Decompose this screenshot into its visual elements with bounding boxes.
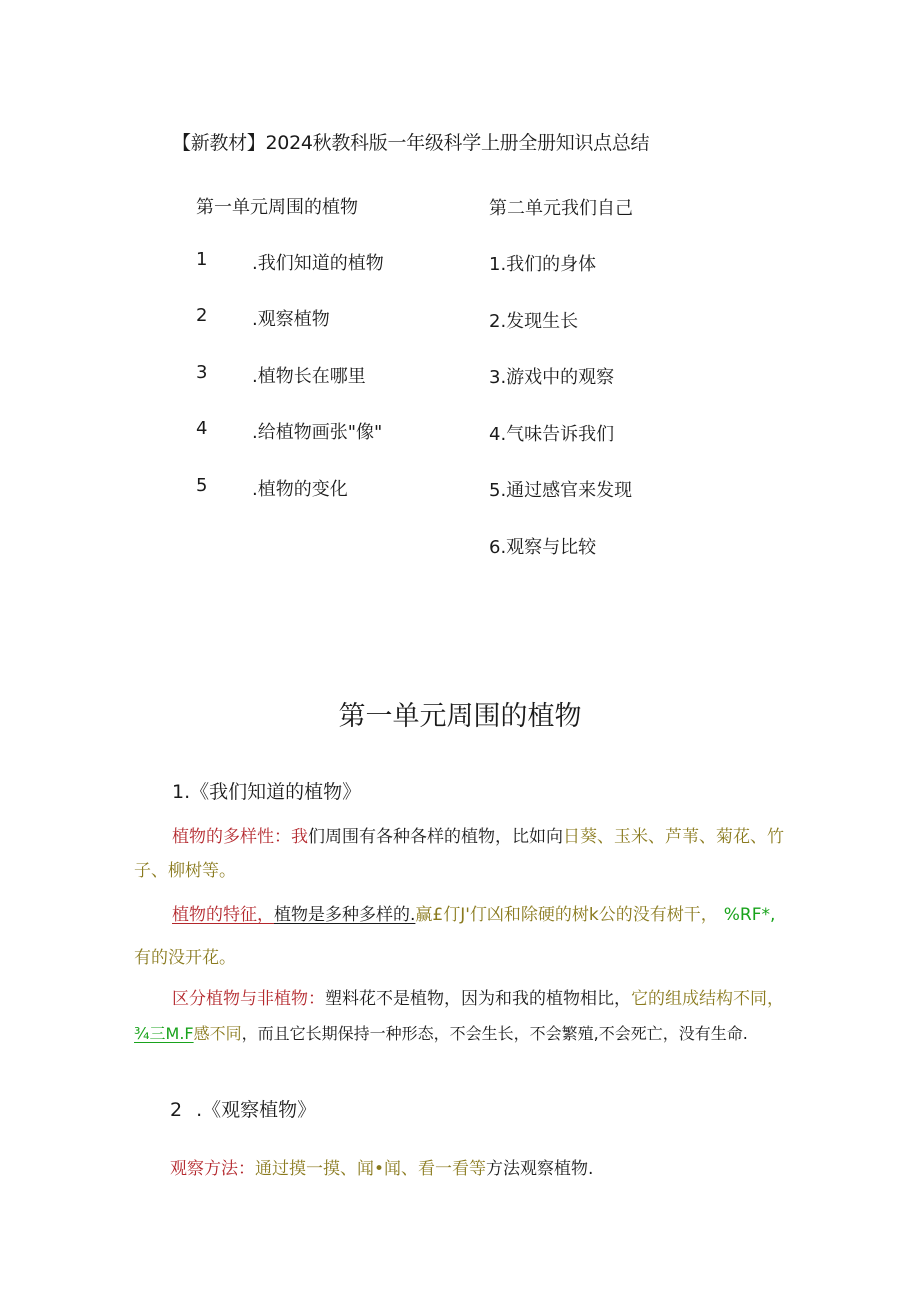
toc-unit2-item: 3.游戏中的观察	[489, 367, 615, 388]
document-title: 【新教材】2024秋教科版一年级科学上册全册知识点总结	[172, 132, 650, 154]
lesson1-paragraph1-line2: 子、柳树等。	[134, 861, 236, 881]
lesson1-paragraph3-line2	[134, 1021, 748, 1047]
text-run: 通过摸一摸、闻•闻、看一看等	[255, 1159, 487, 1179]
lesson2-title-text: .《观察植物》	[196, 1099, 317, 1121]
text-run: 我	[291, 827, 308, 847]
text-run: ，而且它长期保持一种形态，不会生长，不会繁殖,不会死亡，没有生命.	[241, 1024, 748, 1043]
lesson2-paragraph1	[170, 1156, 593, 1182]
method-label: 观察方法：	[170, 1159, 255, 1179]
lesson2-title-num: 2	[170, 1099, 183, 1121]
toc-unit1-item-text: .我们知道的植物	[252, 253, 384, 274]
toc-unit1-item-num: 4	[196, 418, 208, 439]
toc-unit2-item: 6.观察与比较	[489, 537, 597, 558]
text-run: ¾三M.F	[134, 1024, 194, 1043]
text-run: 植物是多种多样的.	[274, 905, 416, 925]
toc-unit2-item: 4.气味告诉我们	[489, 424, 615, 445]
toc-unit1-item-num: 1	[196, 249, 208, 270]
lesson1-paragraph3-line1	[172, 986, 784, 1012]
diversity-label: 植物的多样性：	[172, 827, 291, 847]
toc-unit1-heading: 第一单元周围的植物	[196, 197, 358, 218]
toc-unit1-item-text: .植物的变化	[252, 479, 348, 500]
text-run: 感不同	[193, 1024, 242, 1043]
text-run: 塑料花不是植物，因为和我的植物相比，	[325, 989, 631, 1009]
toc-unit1-item-num: 5	[196, 475, 208, 496]
toc-unit1-item-num: 2	[196, 305, 208, 326]
text-run: 方法观察植物.	[486, 1159, 594, 1179]
toc-unit1-item-text: .植物长在哪里	[252, 366, 366, 387]
toc-unit1-item-text: .给植物画张"像"	[252, 422, 383, 443]
toc-unit1-item-text: .观察植物	[252, 309, 330, 330]
section-title: 第一单元周围的植物	[338, 701, 582, 732]
text-run: 它的组成结构不同，	[631, 989, 784, 1009]
distinguish-label: 区分植物与非植物：	[172, 989, 325, 1009]
toc-unit2-item: 2.发现生长	[489, 311, 579, 332]
lesson1-title: 1.《我们知道的植物》	[172, 781, 362, 803]
toc-unit1-item-num: 3	[196, 362, 208, 383]
lesson1-paragraph2-line2: 有的没开花。	[134, 948, 236, 968]
text-run: 赢£仃J'仃凶和除硬的树k公的没有树干，	[415, 905, 718, 925]
toc-unit2-item: 5.通过感官来发现	[489, 480, 633, 501]
toc-unit2-heading: 第二单元我们自己	[489, 198, 633, 219]
toc-unit2-item: 1.我们的身体	[489, 254, 597, 275]
plant-examples: 日葵、玉米、芦苇、菊花、竹	[563, 827, 784, 847]
text-run: %RF*,	[723, 905, 776, 925]
features-label: 植物的特征，	[172, 905, 274, 925]
lesson2-title	[170, 1095, 316, 1122]
text-run: 们周围有各种各样的植物，比如向	[308, 827, 563, 847]
lesson1-paragraph2-line1	[172, 902, 775, 928]
lesson1-paragraph1-line1	[172, 824, 784, 850]
